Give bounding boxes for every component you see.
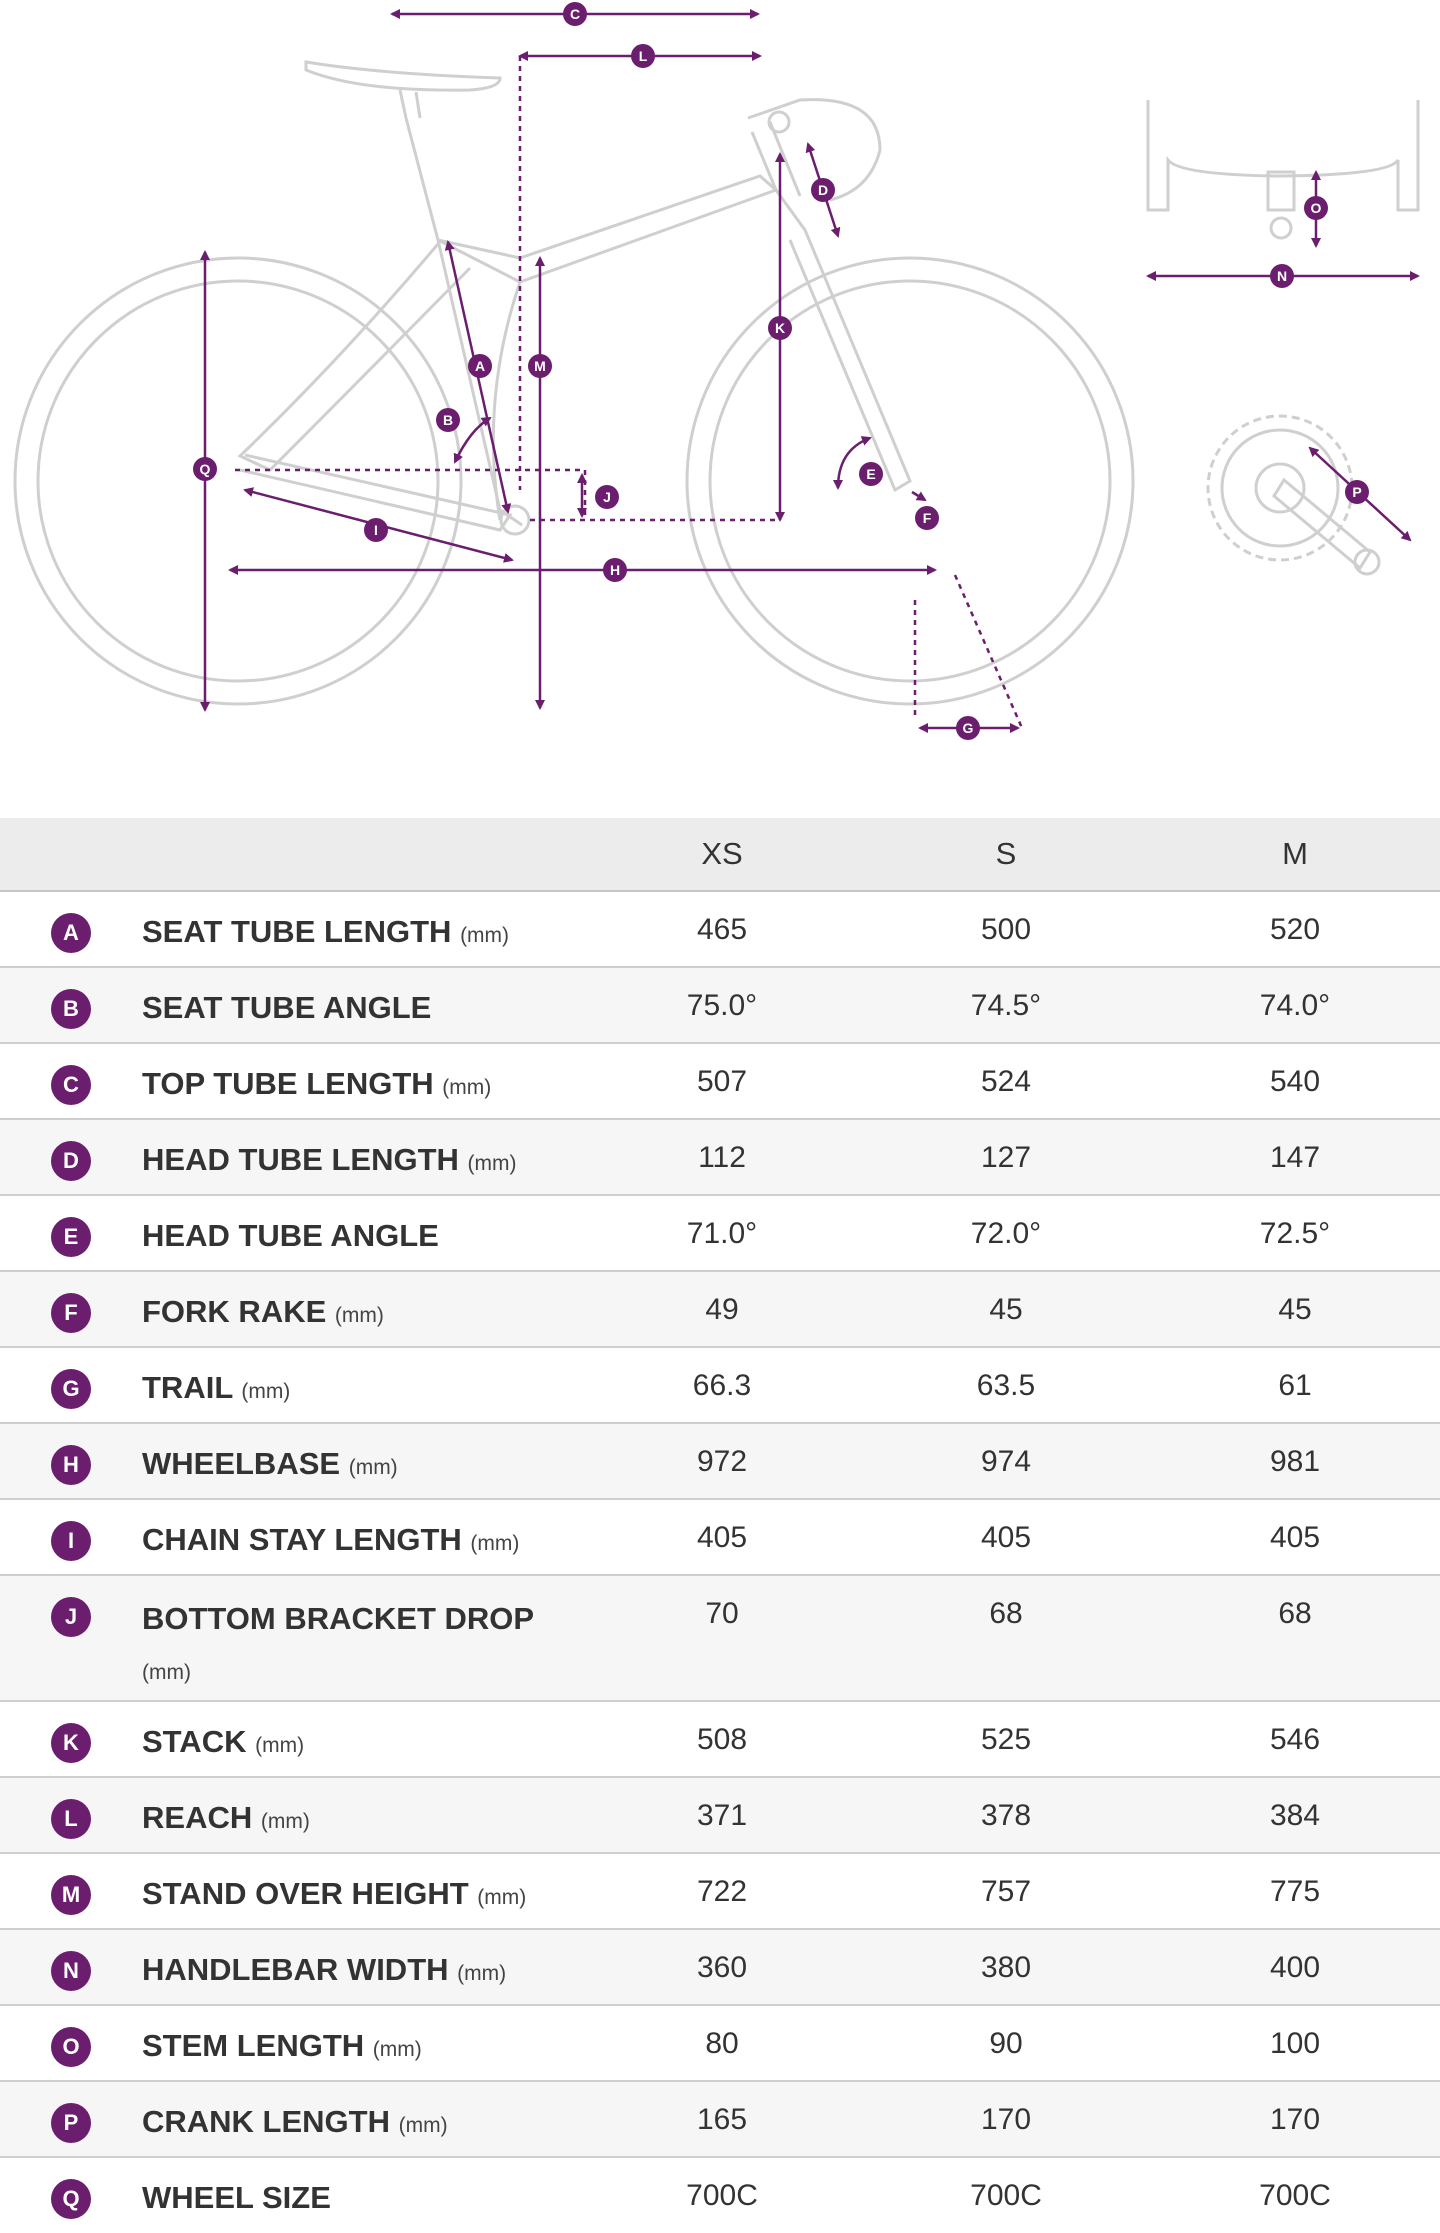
table-row <box>0 1195 1440 1271</box>
value-s: 68 <box>989 1597 1023 1630</box>
measurement-name: CRANK LENGTH <box>142 2104 390 2139</box>
svg-text:P: P <box>1352 484 1362 500</box>
value-s: 170 <box>980 2103 1032 2136</box>
table-row <box>0 1347 1440 1423</box>
svg-text:K: K <box>774 320 786 336</box>
svg-text:C: C <box>569 6 581 22</box>
label-L <box>631 44 655 68</box>
letter-badge: A <box>51 913 91 953</box>
letter-badge: M <box>51 1875 91 1915</box>
measurement-unit: (mm) <box>467 1152 517 1175</box>
value-xs: 722 <box>696 1875 748 1908</box>
value-s: 405 <box>980 1521 1032 1554</box>
table-row <box>0 891 1440 967</box>
letter-badge: E <box>51 1217 91 1257</box>
letter-badge: B <box>51 989 91 1029</box>
label-E <box>859 462 883 486</box>
column-header-xs: XS <box>582 818 862 891</box>
seat-tube <box>406 118 522 525</box>
value-m: 405 <box>1269 1521 1321 1554</box>
letter-badge: J <box>51 1597 91 1637</box>
value-m: 72.5° <box>1259 1217 1331 1250</box>
value-m: 540 <box>1269 1065 1321 1098</box>
value-s: 63.5 <box>976 1369 1036 1402</box>
table-row <box>0 1777 1440 1853</box>
measurement-name: CHAIN STAY LENGTH <box>142 1522 462 1557</box>
label-C <box>563 2 587 26</box>
column-header-m: M <box>1150 818 1440 891</box>
measurement-unit: (mm) <box>255 1734 305 1757</box>
value-m: 170 <box>1269 2103 1321 2136</box>
letter-badge: G <box>51 1369 91 1409</box>
bike-outline <box>15 62 1133 704</box>
table-row <box>0 1271 1440 1347</box>
svg-text:B: B <box>442 412 454 428</box>
value-s: 524 <box>980 1065 1032 1098</box>
svg-text:O: O <box>1310 200 1322 216</box>
svg-text:H: H <box>609 562 621 578</box>
column-header-s: S <box>862 818 1150 891</box>
geometry-table <box>0 818 1440 2233</box>
value-xs: 66.3 <box>692 1369 752 1402</box>
label-J <box>595 485 619 509</box>
svg-text:I: I <box>374 522 378 538</box>
letter-badge: K <box>51 1723 91 1763</box>
value-xs: 71.0° <box>686 1217 758 1250</box>
top-tube <box>438 176 776 282</box>
svg-text:E: E <box>866 466 876 482</box>
table-row <box>0 1423 1440 1499</box>
measurement-name: HANDLEBAR WIDTH <box>142 1952 449 1987</box>
value-m: 520 <box>1269 913 1321 946</box>
measurement-name: TRAIL <box>142 1370 233 1405</box>
letter-badge: P <box>51 2103 91 2143</box>
handlebar-inset <box>1148 100 1418 238</box>
value-m: 981 <box>1269 1445 1321 1478</box>
bike-geometry-diagram <box>0 0 1440 818</box>
value-xs: 165 <box>696 2103 748 2136</box>
letter-badge: C <box>51 1065 91 1105</box>
label-D <box>811 178 835 202</box>
measurement-name: WHEELBASE <box>142 1446 341 1481</box>
value-xs: 80 <box>705 2027 739 2060</box>
value-m: 775 <box>1269 1875 1321 1908</box>
label-O <box>1304 196 1328 220</box>
measurement-name: SEAT TUBE LENGTH <box>142 914 452 949</box>
measurement-name: BOTTOM BRACKET DROP <box>142 1601 535 1636</box>
value-s: 525 <box>980 1723 1032 1756</box>
measurement-name: STACK <box>142 1724 247 1759</box>
value-xs: 465 <box>696 913 748 946</box>
table-row <box>0 1701 1440 1777</box>
svg-text:N: N <box>1276 268 1288 284</box>
measurement-unit: (mm) <box>334 1304 384 1327</box>
label-A <box>468 354 492 378</box>
value-m: 546 <box>1269 1723 1321 1756</box>
measurement-unit: (mm) <box>142 1660 191 1684</box>
measurement-name: TOP TUBE LENGTH <box>142 1066 434 1101</box>
measurement-name: WHEEL SIZE <box>142 2180 331 2215</box>
value-xs: 508 <box>696 1723 748 1756</box>
value-s: 72.0° <box>970 1217 1042 1250</box>
down-tube <box>493 282 520 520</box>
table-header-row <box>0 818 1440 891</box>
measurement-name: HEAD TUBE LENGTH <box>142 1142 459 1177</box>
value-s: 380 <box>980 1951 1032 1984</box>
rear-wheel <box>15 258 461 704</box>
label-G <box>956 716 980 740</box>
letter-badge: O <box>51 2027 91 2067</box>
label-M <box>528 354 552 378</box>
measurement-unit: (mm) <box>398 2114 448 2137</box>
label-B <box>436 408 460 432</box>
measurement-unit: (mm) <box>460 924 510 947</box>
measurement-unit: (mm) <box>372 2038 422 2061</box>
letter-badge: N <box>51 1951 91 1991</box>
dimension-lines <box>205 14 1418 728</box>
measurement-unit: (mm) <box>348 1456 398 1479</box>
value-m: 100 <box>1269 2027 1321 2060</box>
value-m: 400 <box>1269 1951 1321 1984</box>
label-P <box>1345 480 1369 504</box>
table-row <box>0 1499 1440 1575</box>
table-row <box>0 2081 1440 2157</box>
letter-badge: I <box>51 1521 91 1561</box>
seat-stays <box>240 244 470 470</box>
measurement-name: HEAD TUBE ANGLE <box>142 1218 439 1253</box>
measurement-unit: (mm) <box>477 1886 527 1909</box>
value-m: 61 <box>1278 1369 1312 1402</box>
value-m: 74.0° <box>1259 989 1331 1022</box>
value-m: 147 <box>1269 1141 1321 1174</box>
value-m: 384 <box>1269 1799 1321 1832</box>
measurement-name: FORK RAKE <box>142 1294 327 1329</box>
measurement-unit: (mm) <box>470 1532 520 1555</box>
svg-text:L: L <box>638 48 648 64</box>
value-xs: 360 <box>696 1951 748 1984</box>
label-H <box>603 558 627 582</box>
svg-text:A: A <box>474 358 486 374</box>
label-K <box>768 316 792 340</box>
svg-text:Q: Q <box>199 461 211 477</box>
measurement-name: STEM LENGTH <box>142 2028 365 2063</box>
value-s: 974 <box>980 1445 1032 1478</box>
svg-text:M: M <box>534 358 546 374</box>
label-I <box>364 518 388 542</box>
table-row <box>0 1043 1440 1119</box>
value-s: 500 <box>980 913 1032 946</box>
value-xs: 972 <box>696 1445 748 1478</box>
value-xs: 49 <box>705 1293 739 1326</box>
table-row <box>0 1119 1440 1195</box>
measurement-name: STAND OVER HEIGHT <box>142 1876 469 1911</box>
value-xs: 70 <box>705 1597 739 1630</box>
measurement-name: SEAT TUBE ANGLE <box>142 990 432 1025</box>
value-m: 68 <box>1278 1597 1312 1630</box>
value-s: 127 <box>980 1141 1032 1174</box>
letter-badge: L <box>51 1799 91 1839</box>
label-F <box>915 506 939 530</box>
value-xs: 507 <box>696 1065 748 1098</box>
measurement-unit: (mm) <box>457 1962 507 1985</box>
value-s: 74.5° <box>970 989 1042 1022</box>
letter-badge: Q <box>51 2179 91 2219</box>
label-N <box>1270 264 1294 288</box>
value-m: 700C <box>1259 2179 1331 2212</box>
value-xs: 405 <box>696 1521 748 1554</box>
table-row <box>0 1575 1440 1701</box>
value-xs: 371 <box>696 1799 748 1832</box>
value-xs: 112 <box>698 1141 746 1174</box>
measurement-name: REACH <box>142 1800 253 1835</box>
value-s: 757 <box>980 1875 1032 1908</box>
seatpost <box>400 90 420 118</box>
label-Q <box>193 457 217 481</box>
table-row <box>0 2005 1440 2081</box>
measurement-unit: (mm) <box>442 1076 492 1099</box>
svg-text:F: F <box>922 510 932 526</box>
svg-text:G: G <box>962 720 974 736</box>
letter-badge: H <box>51 1445 91 1485</box>
letter-badge: D <box>51 1141 91 1181</box>
table-row <box>0 1929 1440 2005</box>
measurement-unit: (mm) <box>241 1380 291 1403</box>
value-m: 45 <box>1278 1293 1312 1326</box>
value-s: 378 <box>980 1799 1032 1832</box>
table-row <box>0 967 1440 1043</box>
value-s: 45 <box>989 1293 1023 1326</box>
value-s: 90 <box>989 2027 1023 2060</box>
table-row <box>0 1853 1440 1929</box>
svg-text:J: J <box>603 489 611 505</box>
value-s: 700C <box>970 2179 1042 2212</box>
letter-badge: F <box>51 1293 91 1333</box>
fork <box>776 190 910 490</box>
measurement-unit: (mm) <box>260 1810 310 1833</box>
svg-text:D: D <box>817 182 829 198</box>
value-xs: 75.0° <box>686 989 758 1022</box>
saddle <box>306 62 500 90</box>
value-xs: 700C <box>686 2179 758 2212</box>
